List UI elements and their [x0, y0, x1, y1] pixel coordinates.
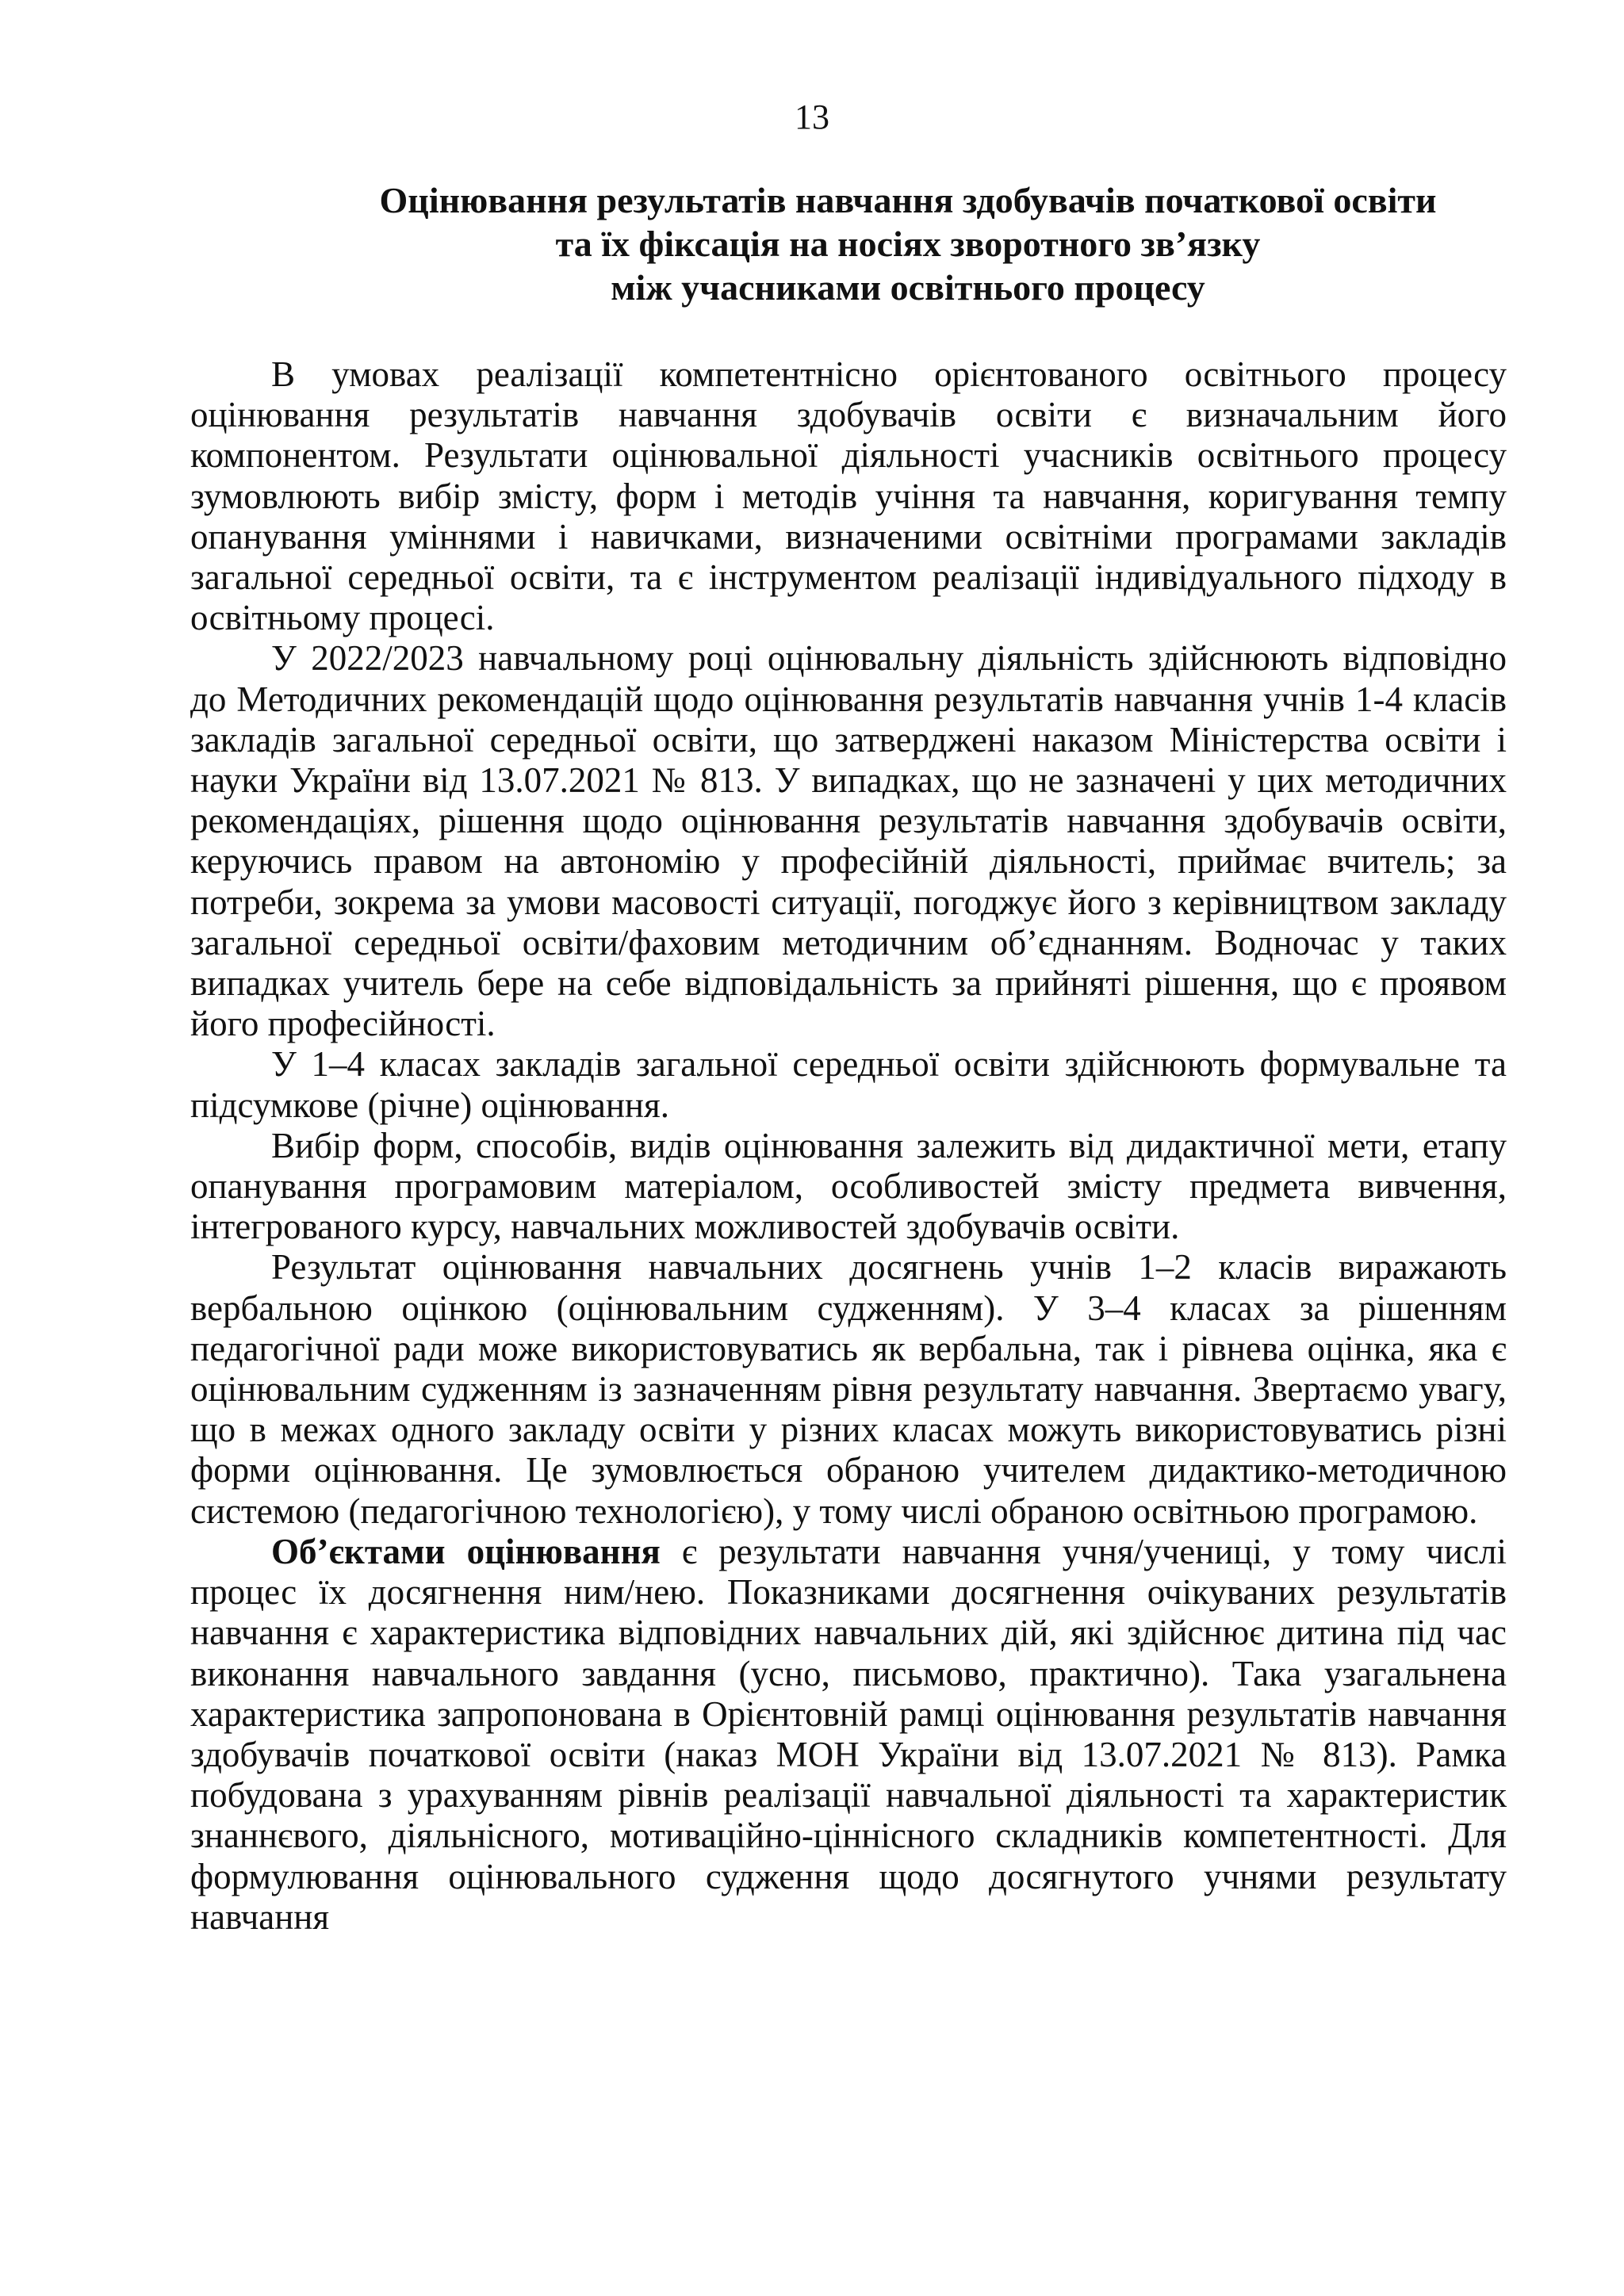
page-number: 13 [795, 98, 829, 136]
bold-term: Об’єктами оцінювання [271, 1531, 661, 1571]
section-title [190, 178, 1624, 309]
paragraph-5: Результат оцінювання навчальних досягнень учнів 1–2 класів виражають вербальною оцінкою (оцінювальним судженням). У 3–4 класах за рішенням педагогічної ради може використовуватись як вербальна, так і рівнева оцінка, яка є оцінювальним судженням із зазначенням рівня результату навчання. Звертаємо увагу, що в межах одного закладу освіти у різних класах можуть використовуватись різні форми оцінювання. Це зумовлюється обраною учителем дидактико-методичною системою (педагогічною технологією), у тому числі обраною освітньою програмою. [190, 1247, 1507, 1531]
title-line-2: та їх фіксація на носіях зворотного зв’язку [555, 224, 1261, 264]
paragraph-6-text: є результати навчання учня/учениці, у тому числі процес їх досягнення ним/нею. Показниками досягнення очікуваних результатів навчання є характеристика відповідних навчальних дій, які здійснює дитина під час виконання навчального завдання (усно, письмово, практично). Така узагальнена характеристика запропонована в Орієнтовній рамці оцінювання результатів навчання здобувачів початкової освіти (наказ МОН України від 13.07.2021 № 813). Рамка побудована з урахуванням рівнів реалізації навчальної діяльності та характеристик знаннєвого, діяльнісного, мотиваційно-ціннісного складників компетентності. Для формулювання оцінювального судження щодо досягнутого учнями результату навчання [190, 1531, 1507, 1937]
paragraph-6 [190, 1532, 1507, 1938]
paragraph-3: У 1–4 класах закладів загальної середньої освіти здійснюють формувальне та підсумкове (річне) оцінювання. [190, 1044, 1507, 1125]
paragraph-1: В умовах реалізації компетентнісно орієнтованого освітнього процесу оцінювання результатів навчання здобувачів освіти є визначальним його компонентом. Результати оцінювальної діяльності учасників освітнього процесу зумовлюють вибір змісту, форм і методів учіння та навчання, коригування темпу опанування уміннями і навичками, визначеними освітніми програмами закладів загальної середньої освіти, та є інструментом реалізації індивідуального підходу в освітньому процесі. [190, 354, 1507, 638]
title-line-3: між учасниками освітнього процесу [611, 267, 1205, 308]
paragraph-4: Вибір форм, способів, видів оцінювання залежить від дидактичної мети, етапу опанування програмовим матеріалом, особливостей змісту предмета вивчення, інтегрованого курсу, навчальних можливостей здобувачів освіти. [190, 1125, 1507, 1247]
title-line-1: Оцінювання результатів навчання здобувачів початкової освіти [379, 180, 1437, 220]
body-text [190, 354, 1507, 1938]
paragraph-2: У 2022/2023 навчальному році оцінювальну діяльність здійснюють відповідно до Методичних рекомендацій щодо оцінювання результатів навчання учнів 1-4 класів закладів загальної середньої освіти, що затверджені наказом Міністерства освіти і науки України від 13.07.2021 № 813. У випадках, що не зазначені у цих методичних рекомендаціях, рішення щодо оцінювання результатів навчання здобувачів освіти, керуючись правом на автономію у професійній діяльності, приймає вчитель; за потреби, зокрема за умови масовості ситуації, погоджує його з керівництвом закладу загальної середньої освіти/фаховим методичним об’єднанням. Водночас у таких випадках учитель бере на себе відповідальність за прийняті рішення, що є проявом його професійності. [190, 638, 1507, 1044]
